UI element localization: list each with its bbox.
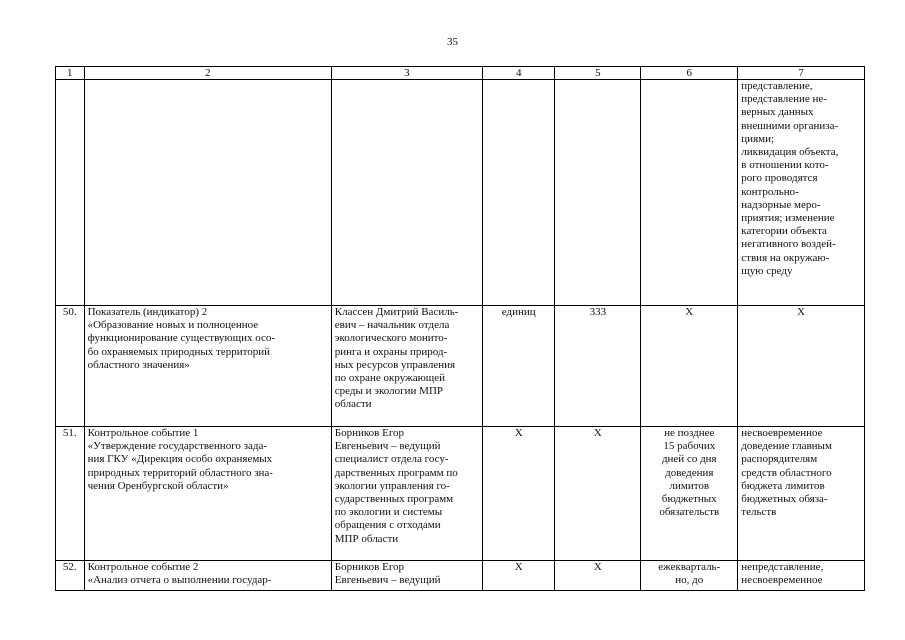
cell-line: Евгеньевич – ведущий	[334, 574, 441, 587]
cell-line: «Анализ отчета о выполнении государ-	[87, 574, 272, 587]
cell-line: ствия на окружаю-	[741, 251, 830, 264]
cell-line: бюджетных	[661, 493, 717, 506]
value-cell: Х	[555, 427, 641, 561]
deadline-cell	[641, 427, 738, 561]
indicator-name	[84, 80, 331, 306]
column-header: 7	[738, 67, 865, 80]
table-row	[56, 561, 865, 591]
cell-line: не позднее	[664, 427, 715, 439]
cell-line: категории объекта	[741, 225, 827, 238]
cell-line: но, до	[675, 574, 704, 587]
cell-line: надзорные меро-	[741, 198, 821, 211]
indicator-name	[84, 561, 331, 591]
report-table	[55, 66, 865, 591]
cell-line: в отношении кото-	[741, 159, 829, 172]
cell-line: несвоевременное	[741, 574, 823, 587]
cell-line: Контрольное событие 2	[87, 561, 199, 573]
responsible-person	[331, 427, 482, 561]
cell-line: представление,	[741, 80, 813, 92]
unit-cell: Х	[482, 427, 555, 561]
cell-line: областного значения»	[87, 358, 190, 371]
unit-cell	[482, 80, 555, 306]
cell-line: евич – начальник отдела	[334, 319, 450, 332]
cell-line: бо охраняемых природных территорий	[87, 345, 271, 358]
cell-line: непредставление,	[741, 561, 824, 573]
cell-line: несвоевременное	[741, 427, 823, 439]
cell-line: дней со дня	[661, 453, 717, 466]
cell-line: приятия; изменение	[741, 212, 835, 225]
row-number: 52.	[56, 561, 85, 591]
cell-line: природных территорий областного зна-	[87, 466, 273, 479]
column-number-row	[56, 67, 865, 80]
column-header: 2	[84, 67, 331, 80]
value-cell	[555, 80, 641, 306]
cell-line: Борников Егор	[334, 561, 405, 573]
cell-line: негативного воздей-	[741, 238, 836, 251]
cell-line: сударственных программ	[334, 493, 454, 506]
cell-line: средств областного	[741, 466, 832, 479]
cell-line: доведения	[665, 466, 714, 479]
risk-cell	[738, 561, 865, 591]
cell-line: контрольно-	[741, 185, 799, 198]
deadline-cell	[641, 306, 738, 427]
column-header: 3	[331, 67, 482, 80]
cell-line: Евгеньевич – ведущий	[334, 440, 441, 453]
page-number: 35	[447, 36, 458, 48]
cell-line: верных данных	[741, 106, 814, 119]
cell-line: циями;	[741, 132, 775, 145]
row-number	[56, 80, 85, 306]
table-row	[56, 306, 865, 427]
cell-line: ликвидация объекта,	[741, 146, 839, 159]
cell-line: Х	[685, 306, 694, 318]
cell-line: обращения с отходами	[334, 519, 441, 532]
cell-line: обязательств	[659, 506, 720, 519]
risk-cell	[738, 80, 865, 306]
cell-line: щую среду	[741, 264, 793, 277]
table-row	[56, 80, 865, 306]
cell-line: экологического монито-	[334, 332, 448, 345]
cell-line: бюджета лимитов	[741, 479, 825, 492]
table-row	[56, 427, 865, 561]
cell-line: функционирование существующих осо-	[87, 332, 276, 345]
cell-line: доведение главным	[741, 440, 832, 453]
cell-line: ежекварталь-	[658, 561, 721, 573]
cell-line: ния ГКУ «Дирекция особо охраняемых	[87, 453, 273, 466]
risk-cell	[738, 427, 865, 561]
cell-line: распорядителям	[741, 453, 818, 466]
deadline-cell	[641, 561, 738, 591]
column-header: 4	[482, 67, 555, 80]
cell-line: среды и экологии МПР	[334, 385, 444, 398]
value-cell: Х	[555, 561, 641, 591]
cell-line: представление не-	[741, 93, 827, 106]
row-number: 50.	[56, 306, 85, 427]
value-cell: 333	[555, 306, 641, 427]
cell-line: «Утверждение государственного зада-	[87, 440, 268, 453]
cell-line: внешними организа-	[741, 119, 839, 132]
column-header: 5	[555, 67, 641, 80]
cell-line: «Образование новых и полноценное	[87, 319, 259, 332]
deadline-cell	[641, 80, 738, 306]
column-header: 1	[56, 67, 85, 80]
cell-line: по экологии и системы	[334, 506, 443, 519]
cell-line: Х	[797, 306, 806, 318]
cell-line: экологии управления го-	[334, 479, 450, 492]
cell-line: МПР области	[334, 532, 399, 545]
cell-line: Показатель (индикатор) 2	[87, 306, 208, 318]
cell-line: тельств	[741, 506, 777, 519]
unit-cell: единиц	[482, 306, 555, 427]
responsible-person	[331, 80, 482, 306]
cell-line: бюджетных обяза-	[741, 493, 828, 506]
cell-line: чения Оренбургской области»	[87, 479, 229, 492]
cell-line: ринга и охраны природ-	[334, 345, 448, 358]
indicator-name	[84, 306, 331, 427]
column-header: 6	[641, 67, 738, 80]
indicator-name	[84, 427, 331, 561]
cell-line: лимитов	[669, 479, 710, 492]
row-number: 51.	[56, 427, 85, 561]
cell-line: Классен Дмитрий Василь-	[334, 306, 459, 318]
unit-cell: Х	[482, 561, 555, 591]
cell-line: по охране окружающей	[334, 372, 446, 385]
cell-line: дарственных программ по	[334, 466, 458, 479]
responsible-person	[331, 306, 482, 427]
cell-line: 15 рабочих	[663, 440, 716, 453]
cell-line: Контрольное событие 1	[87, 427, 199, 439]
cell-line: области	[334, 398, 372, 411]
cell-line: рого проводятся	[741, 172, 818, 185]
cell-line: специалист отдела госу-	[334, 453, 449, 466]
responsible-person	[331, 561, 482, 591]
cell-line: Борников Егор	[334, 427, 405, 439]
risk-cell	[738, 306, 865, 427]
cell-line: ных ресурсов управления	[334, 358, 456, 371]
